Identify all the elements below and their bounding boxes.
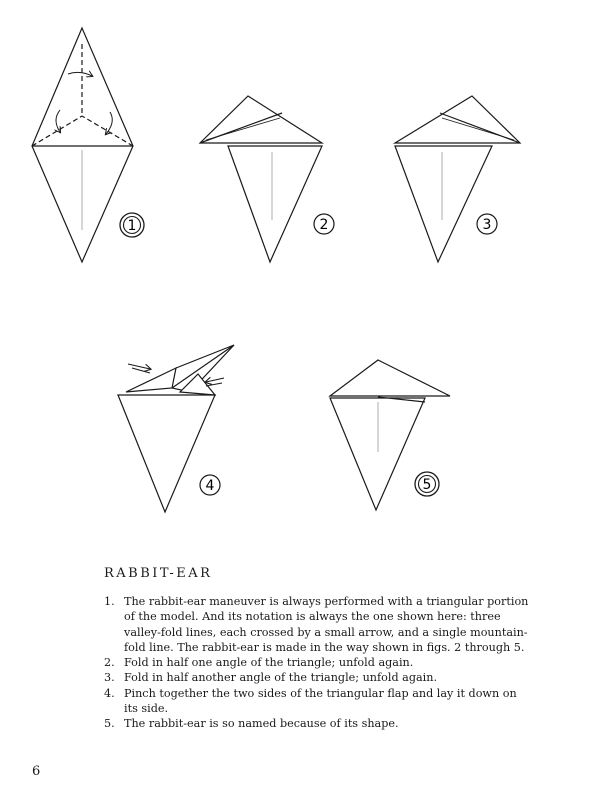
figure-number: 5 xyxy=(422,477,432,493)
instruction-step: 3. Fold in half another angle of the triangle; unfold again. xyxy=(104,671,438,685)
fold-arrow xyxy=(106,112,112,134)
figure-4-label xyxy=(200,475,220,495)
fold-arrow xyxy=(56,110,60,132)
figure-5 xyxy=(330,360,450,510)
left-flap xyxy=(126,368,176,392)
section-heading: RABBIT-EAR xyxy=(104,566,213,581)
figure-number: 2 xyxy=(319,217,329,233)
figure-2 xyxy=(200,96,322,262)
fold-arrow xyxy=(68,72,92,76)
figure-1-label xyxy=(120,213,144,237)
lower-triangle xyxy=(228,146,322,262)
figure-3 xyxy=(395,96,520,262)
figure-5-label xyxy=(415,472,439,496)
lower-triangle xyxy=(330,398,425,510)
instruction-list xyxy=(104,594,534,732)
figure-number: 4 xyxy=(205,478,215,494)
instruction-step: 5. The rabbit-ear is so named because of its shape. xyxy=(104,717,399,731)
figure-3-label xyxy=(477,214,497,234)
push-arrow xyxy=(128,364,150,369)
figure-2-label xyxy=(314,214,334,234)
figure-number: 3 xyxy=(482,217,492,233)
push-arrow xyxy=(206,378,224,382)
figure-number: 1 xyxy=(127,218,137,234)
instruction-step: 1. The rabbit-ear maneuver is always performed with a triangular portion of the model. And its notation is always the one shown here: three valley-fold lines, each crossed by a small arrow, and a single mountain-fold line. The rabbit-ear is made in the way shown in figs. 2 through 5. xyxy=(104,595,529,654)
rabbit-ear-flap xyxy=(330,360,450,396)
instruction-step: 4. Pinch together the two sides of the triangular flap and lay it down on its side. xyxy=(104,686,517,716)
push-arrow-shaft xyxy=(206,383,222,386)
page-number: 6 xyxy=(32,764,41,779)
lower-triangle xyxy=(118,395,215,512)
valley-fold-line xyxy=(82,116,133,146)
instruction-step: 2. Fold in half one angle of the triangle; unfold again. xyxy=(104,656,414,670)
valley-fold-line xyxy=(32,116,82,146)
figure-1 xyxy=(32,28,133,262)
lower-triangle xyxy=(395,146,492,262)
figure-4 xyxy=(118,345,234,512)
